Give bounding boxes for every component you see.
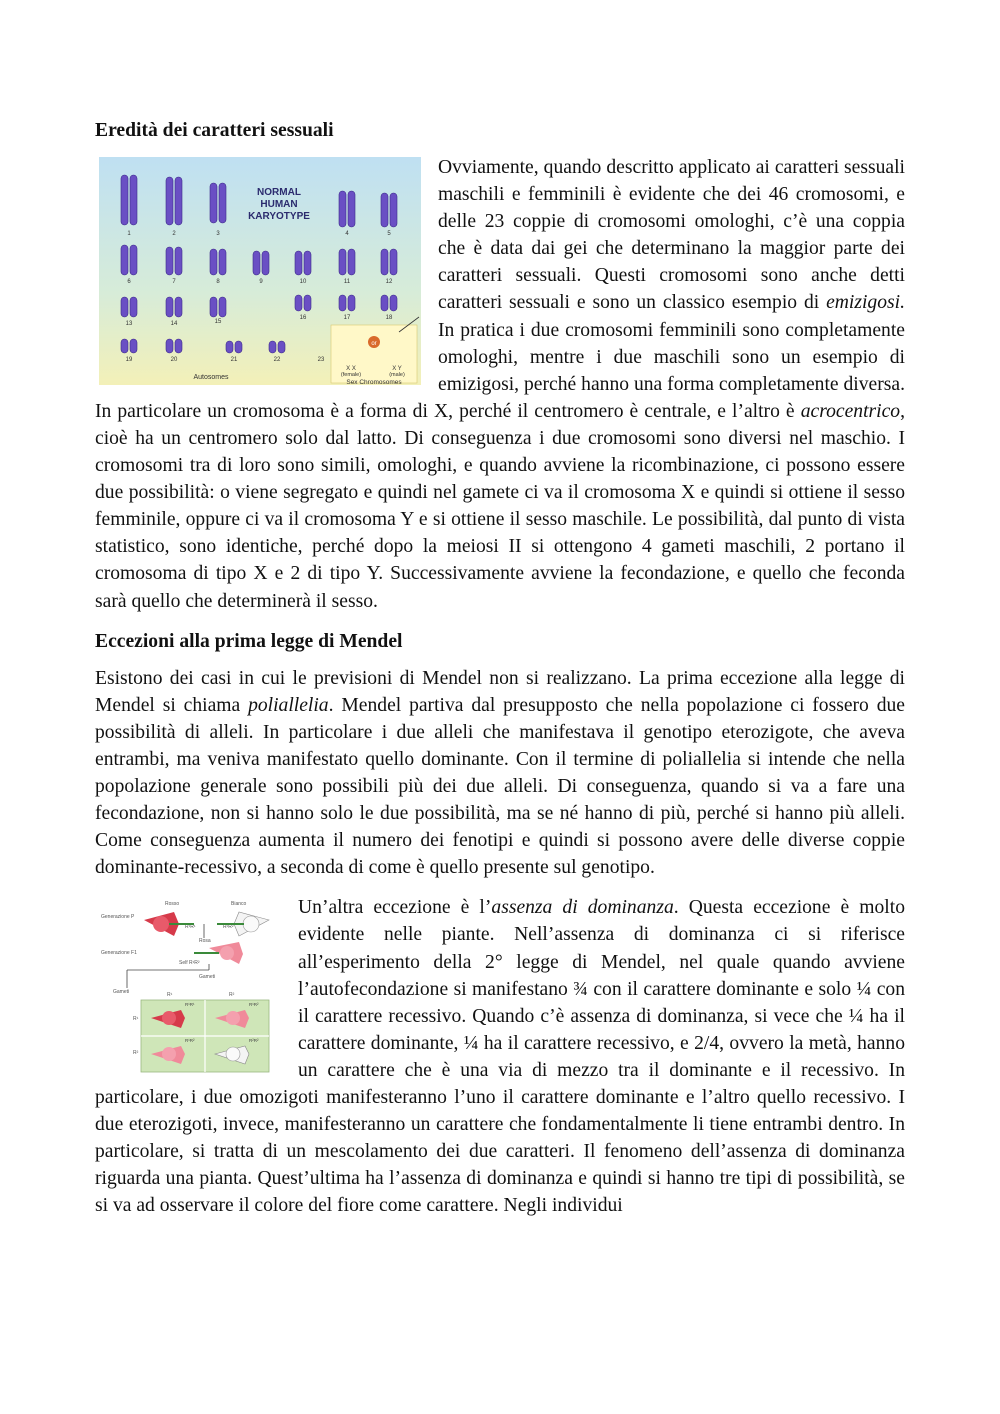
svg-text:Self R¹R²: Self R¹R² bbox=[179, 960, 200, 967]
svg-text:6: 6 bbox=[127, 279, 131, 285]
svg-text:4: 4 bbox=[345, 231, 349, 237]
svg-text:Generazione P: Generazione P bbox=[101, 914, 135, 921]
svg-text:12: 12 bbox=[385, 279, 393, 285]
svg-text:R¹R²: R¹R² bbox=[185, 1038, 195, 1044]
svg-text:1: 1 bbox=[127, 231, 131, 237]
svg-text:HUMAN: HUMAN bbox=[260, 199, 298, 210]
svg-text:(female): (female) bbox=[340, 372, 362, 378]
paragraph-sex-traits: 1 2 3 4 5 6 7 8 9 10 11 12 13 14 15 16 17 18 19 20 21 22 23 NORMAL HUMAN KARYOTYPE or X X X Y (female) (male) Sex Chromosomes Autosomes Ovviamente, quando descritto applicato ai caratteri sessuali maschili e femminili è evidente che dei 46 cromosomi, e delle 23 coppie di cromosomi omologhi, c’è una coppia che è data dai gei che determinano la maggior parte dei caratteri sessuali. Questi cromosomi sono anche detti caratteri sessuali e sono un classico esempio di emizigosi. In pratica i due cromosomi femminili sono completamente omologhi, mentre i due maschili sono un esempio di emizigosi, perché hanno una forma completamente diversa. In particolare un cromosoma è a forma di X, perché il centromero è centrale, e l’altro è acrocentrico, cioè ha un centromero solo dal latto. Di conseguenza i due cromosomi sono diversi nel maschio. I cromosomi tra di loro sono simili, omologhi, e quando avviene la ricombinazione, ci possono essere due possibilità: o viene segregato e quindi nel gamete ci va il cromosoma X e quindi si ottiene il sesso femminile, oppure ci va il cromosoma Y e si ottiene il sesso maschile. Le possibilità, dal punto di vista statistico, sono identiche, perché dopo la meiosi II si ottengono 4 gameti maschili, 2 portano il cromosoma di tipo X e 2 di tipo Y. Successivamente avviene la fecondazione, e quello che feconda sarà quello che determinerà il sesso. bbox=[95, 157, 905, 612]
karyotype-figure bbox=[99, 157, 421, 385]
svg-text:Rosso: Rosso bbox=[165, 901, 180, 908]
svg-text:13: 13 bbox=[125, 321, 133, 327]
svg-text:R¹: R¹ bbox=[133, 1016, 139, 1023]
svg-text:Gameti: Gameti bbox=[199, 974, 216, 981]
svg-text:8: 8 bbox=[216, 279, 220, 285]
svg-text:7: 7 bbox=[172, 279, 176, 285]
document-page bbox=[95, 117, 905, 1232]
paragraph-poliallelia: Esistono dei casi in cui le previsioni di Mendel non si realizzano. La prima eccezione alla legge di Mendel si chiama poliallelia. Mendel partiva dal presupposto che nella popolazione ci fossero due possibilità di alleli. In particolare i due alleli che manifestava il genotipo eterozigote, che aveva entrambi, ma veniva manifestato quello dominante. Con il termine di poliallelia si intende che nella popolazione generale sono possibili più dei due alleli. Di conseguenza, quando si va a fare una fecondazione, non si hanno solo le due possibilità, ma se né hanno di più, perché si hanno più alleli. Come conseguenza aumenta il numero dei fenotipi e quindi si possono avere delle diverse coppie dominante-recessivo, a seconda di come è quello presente sul genotipo. bbox=[95, 667, 905, 879]
svg-text:15: 15 bbox=[214, 319, 222, 325]
svg-text:22: 22 bbox=[273, 357, 281, 363]
svg-text:R²R²: R²R² bbox=[249, 1038, 259, 1044]
section-title-sex-traits: Eredità dei caratteri sessuali bbox=[95, 120, 334, 141]
svg-text:X X: X X bbox=[346, 366, 356, 372]
svg-text:KARYOTYPE: KARYOTYPE bbox=[248, 211, 310, 222]
svg-text:(male): (male) bbox=[389, 372, 405, 378]
svg-text:10: 10 bbox=[299, 279, 307, 285]
svg-text:Sex Chromosomes: Sex Chromosomes bbox=[346, 379, 402, 385]
paragraph-assenza-dominanza: Generazione P Generazione F1 Rosso Bianco Rosa Gameti R¹R¹ R²R² Self R¹R² Gameti R¹ R² R¹ R² R¹R¹ R¹R² R¹R² R²R² Un’altra eccezione è l’assenza di dominanza. Questa eccezione è molto evidente nelle piante. Nell’assenza di dominanza ci si riferisce all’esperimento della 2° legge di Mendel, nel quale quando avviene l’autofecondazione si manifestano ¾ con il carattere dominante e solo ¼ con il carattere recessivo. Quando c’è assenza di dominanza, si vece che ¼ ha il carattere dominante, ¼ ha il carattere recessivo, e 2/4, ovvero la metà, hanno un carattere che è una via di mezzo tra il dominante e il recessivo. In particolare, i due omozigoti manifesteranno l’uno il carattere dominante e l’altro quello recessivo. I due eterozigoti, invece, manifesteranno un carattere che fondamentalmente li tiene entrambi dentro. In particolare, si tratta di un mescolamento dei due caratteri. Il fenomeno dell’assenza di dominanza riguarda una pianta. Quest’ultima ha l’assenza di dominanza e quindi si hanno tre tipi di possibilità, se si va ad osservare il colore del fiore come carattere. Negli individui bbox=[95, 897, 905, 1217]
svg-text:Autosomes: Autosomes bbox=[193, 374, 229, 381]
svg-text:20: 20 bbox=[170, 357, 178, 363]
svg-text:or: or bbox=[371, 341, 377, 347]
svg-text:17: 17 bbox=[343, 315, 351, 321]
svg-text:21: 21 bbox=[230, 357, 238, 363]
svg-text:R¹: R¹ bbox=[167, 992, 173, 999]
svg-text:Bianco: Bianco bbox=[231, 901, 247, 908]
section-title-mendel-exceptions: Eccezioni alla prima legge di Mendel bbox=[95, 630, 403, 652]
svg-text:R²: R² bbox=[133, 1050, 139, 1057]
incomplete-dominance-figure bbox=[99, 898, 277, 1078]
svg-text:18: 18 bbox=[385, 315, 393, 321]
svg-text:R¹R²: R¹R² bbox=[249, 1002, 259, 1008]
svg-text:X Y: X Y bbox=[392, 366, 402, 372]
svg-text:Rosa: Rosa bbox=[199, 938, 211, 945]
svg-text:23: 23 bbox=[317, 357, 325, 363]
svg-text:R¹R¹: R¹R¹ bbox=[185, 924, 196, 931]
svg-text:2: 2 bbox=[172, 231, 176, 237]
svg-text:R²R²: R²R² bbox=[223, 924, 234, 931]
svg-text:16: 16 bbox=[299, 315, 307, 321]
svg-text:Gameti: Gameti bbox=[113, 989, 130, 996]
svg-text:NORMAL: NORMAL bbox=[257, 187, 301, 198]
svg-text:R²: R² bbox=[229, 992, 235, 999]
svg-text:5: 5 bbox=[387, 231, 391, 237]
svg-text:9: 9 bbox=[259, 279, 263, 285]
svg-text:Generazione F1: Generazione F1 bbox=[101, 950, 137, 957]
svg-text:19: 19 bbox=[125, 357, 133, 363]
svg-text:3: 3 bbox=[216, 231, 220, 237]
svg-text:11: 11 bbox=[343, 279, 351, 285]
svg-text:R¹R¹: R¹R¹ bbox=[185, 1002, 195, 1008]
svg-text:14: 14 bbox=[170, 321, 178, 327]
